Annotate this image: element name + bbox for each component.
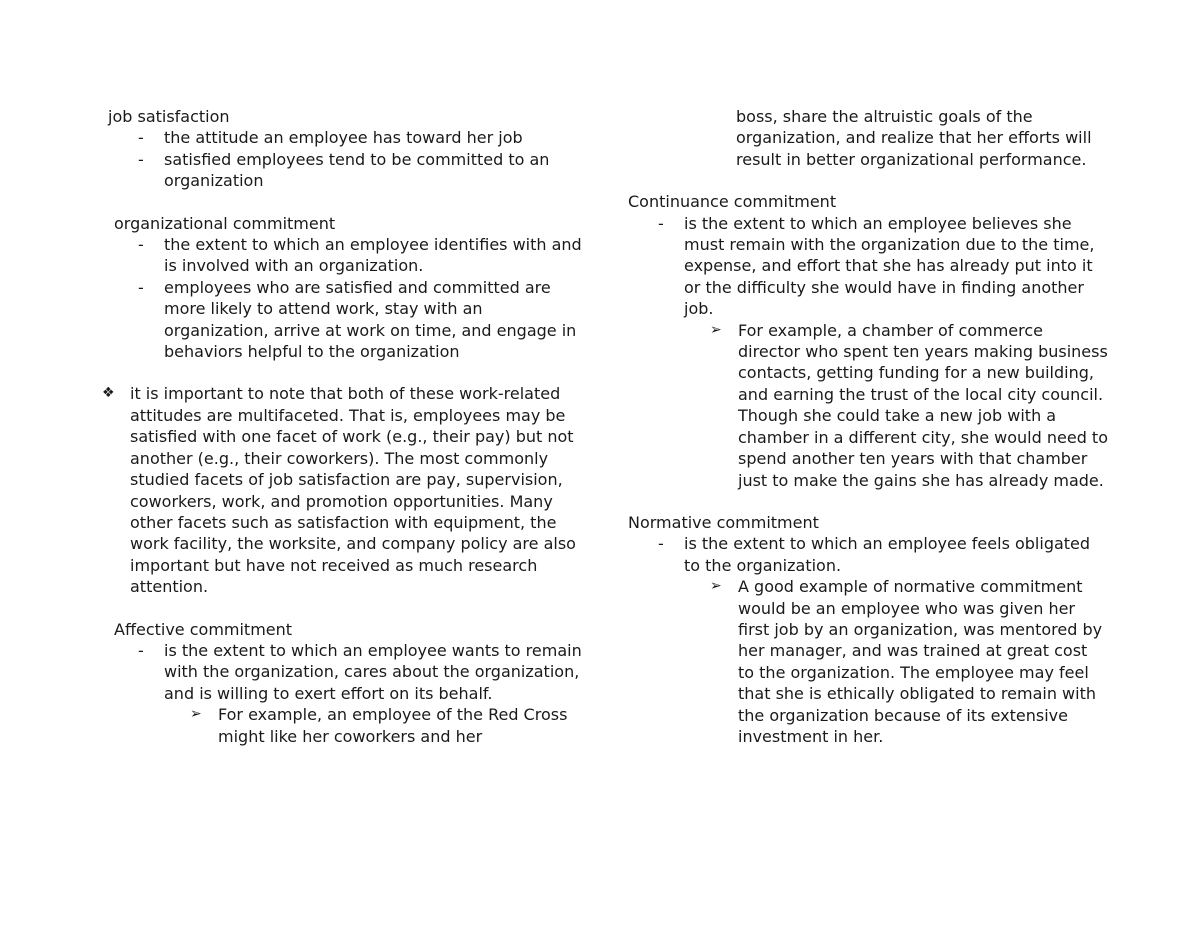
normative-commitment-list <box>628 533 1108 576</box>
dash-bullet: - <box>658 213 664 233</box>
dash-bullet: - <box>138 277 144 297</box>
list-item: - is the extent to which an employee feels obligated to the organization. <box>658 534 1091 575</box>
job-satisfaction-section <box>108 106 588 192</box>
dash-bullet: - <box>138 640 144 660</box>
multifaceted-note <box>102 383 588 597</box>
affective-commitment-heading: Affective commitment <box>114 619 293 639</box>
list-item: - is the extent to which an employee believes she must remain with the organization due to the time, expense, and effort that she has already put into it or the difficulty she would have in finding another job. <box>658 213 1095 319</box>
diamond-bullet-icon: ❖ <box>102 385 115 402</box>
note-text: it is important to note that both of these work-related attitudes are multifaceted. That is, employees may be satisfied with one facet of work (e.g., their pay) but not another (e.g., their coworkers). The most commonly studied facets of job satisfaction are pay, supervision, coworkers, work, and promotion opportunities. Many other facets such as satisfaction with equipment, the work facility, the worksite, and company policy are also important but have not received as much research attention. <box>130 384 576 597</box>
list-item: ➢ For example, a chamber of commerce director who spent ten years making business contacts, getting funding for a new building, and earning the trust of the local city council. Though she could take a new job with a chamber in a different city, she would need to spend another ten years with that chamber just to make the gains she has already made. <box>710 320 1108 490</box>
arrow-bullet-icon: ➢ <box>710 578 722 595</box>
job-satisfaction-heading: job satisfaction <box>108 107 230 126</box>
dash-bullet: - <box>138 149 144 169</box>
list-item: - employees who are satisfied and committed are more likely to attend work, stay with an organization, arrive at work on time, and engage in behaviors helpful to the organization <box>138 277 577 362</box>
dash-bullet: - <box>658 534 664 554</box>
left-column <box>102 106 588 747</box>
arrow-bullet-icon: ➢ <box>190 706 202 723</box>
continuance-example-list <box>628 320 1108 491</box>
continuance-commitment-heading: Continuance commitment <box>628 192 837 212</box>
list-item: ➢ A good example of normative commitment would be an employee who was given her first job by an organization, was mentored by her manager, and was trained at great cost to the organization. The employee may feel that she is ethically obligated to remain with the organization because of its extensive investment in her. <box>710 577 1103 746</box>
job-satisfaction-list <box>108 127 588 191</box>
list-item: - satisfied employees tend to be committed to an organization <box>138 149 550 191</box>
right-column <box>628 106 1108 747</box>
normative-commitment-heading: Normative commitment <box>628 512 819 532</box>
continuance-commitment-list <box>628 213 1108 320</box>
list-item: ➢ For example, an employee of the Red Cross might like her coworkers and her <box>190 705 568 746</box>
organizational-commitment-section <box>108 213 588 363</box>
continuance-commitment-section <box>628 191 1108 491</box>
list-item: - the attitude an employee has toward her job <box>138 128 523 148</box>
normative-example-list <box>628 576 1108 747</box>
affective-commitment-section <box>108 619 588 747</box>
affective-example-continuation: boss, share the altruistic goals of the organization, and realize that her efforts will result in better organizational performance. <box>736 107 1092 169</box>
organizational-commitment-list <box>108 234 588 362</box>
list-item: - is the extent to which an employee wants to remain with the organization, cares about the organization, and is willing to exert effort on its behalf. <box>138 640 582 703</box>
list-item: - the extent to which an employee identifies with and is involved with an organization. <box>138 235 582 276</box>
normative-commitment-section <box>628 512 1108 747</box>
affective-commitment-list <box>108 640 588 704</box>
organizational-commitment-heading: organizational commitment <box>114 213 336 233</box>
dash-bullet: - <box>138 235 144 255</box>
arrow-bullet-icon: ➢ <box>710 321 722 338</box>
affective-example-list <box>108 704 588 747</box>
dash-bullet: - <box>138 128 144 148</box>
